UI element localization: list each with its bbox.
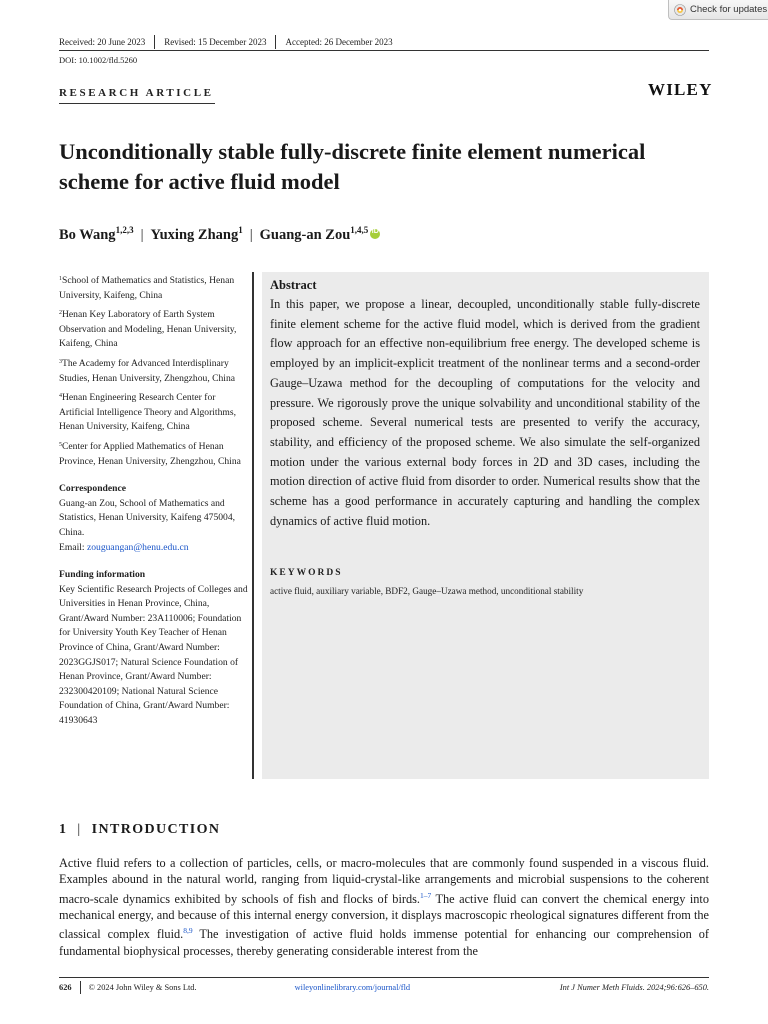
journal-citation: Int J Numer Meth Fluids. 2024;96:626–650. xyxy=(559,983,709,992)
citation-link[interactable]: 8,9 xyxy=(183,926,193,936)
article-dates xyxy=(59,35,393,49)
keywords-heading: KEYWORDS xyxy=(270,568,343,578)
paper-title: Unconditionally stable fully-discrete finite element numerical scheme for active fluid model xyxy=(59,139,646,194)
front-matter-sidebar xyxy=(59,272,249,729)
author-name[interactable]: Guang-an Zou$^{1,4,5}$ xyxy=(259,225,369,243)
article-type: RESEARCH ARTICLE xyxy=(59,87,214,99)
orcid-icon[interactable]: iD xyxy=(370,229,380,239)
received-date: Received: 20 June 2023 xyxy=(59,37,146,47)
author-list xyxy=(59,225,380,244)
check-for-updates-label: Check for updates xyxy=(690,4,768,15)
revised-date: Revised: 15 December 2023 xyxy=(164,37,267,47)
correspondence-text: Guang-an Zou, School of Mathematics and Statistics, Henan University, Kaifeng 475004, China. xyxy=(59,497,236,538)
correspondence-heading: Correspondence xyxy=(59,483,126,495)
publisher-logo: WILEY xyxy=(648,80,713,99)
correspondence-email: Email: zouguangan@henu.edu.cn xyxy=(59,541,189,553)
divider xyxy=(80,981,81,994)
author-separator: | xyxy=(249,226,253,243)
divider xyxy=(275,35,276,49)
article-type-underline xyxy=(59,103,215,104)
column-divider xyxy=(252,272,254,779)
funding-text: Key Scientific Research Projects of Colleges and Universities in Henan Province, China, Grant/Award Number: 23A110006; Foundation for University Youth Key Teacher of Henan Province of China, Grant/Award Number: 2023GGJS017; Natural Science Foundation of Henan Province, Grant/Award Number: 232300420109; National Natural Science Foundation of China, Grant/Award Number: 41930643 xyxy=(59,583,248,727)
divider xyxy=(154,35,155,49)
intro-paragraph: Active fluid refers to a collection of particles, cells, or macro-molecules that are commonly found suspended in a viscous fluid. Examples abound in the natural world, ranging from liquid-crystal-like arrangements and microbial suspensions to the coherent macro-scale dynamics exhibited by schools of fish and flocks of birds.$^{1-7}$ The active fluid can convert the chemical energy into mechanical energy, and because of this internal energy conversion, it displays macroscopic rheological signatures different from the classical complex fluid.$^{8,9}$ The investigation of active fluid holds immense potential for enhancing our comprehension of fundamental biophysical processes, thereby generating considerable interest from the xyxy=(59,856,709,958)
journal-link[interactable]: wileyonlinelibrary.com/journal/fld xyxy=(294,983,411,992)
author-separator: | xyxy=(140,226,144,243)
affiliation: $^3$The Academy for Advanced Interdisplinary Studies, Henan University, Zhengzhou, China xyxy=(59,357,236,384)
section-heading: 1 | INTRODUCTION xyxy=(59,822,221,837)
affiliation: $^4$Henan Engineering Research Center for Artificial Intelligence Theory and Algorithms, Henan University, Kaifeng, China xyxy=(59,392,236,433)
check-for-updates-button[interactable] xyxy=(668,0,768,20)
header-rule xyxy=(59,50,709,51)
affiliation: $^2$Henan Key Laboratory of Earth System Observation and Modeling, Henan University, Kaifeng, China xyxy=(59,309,237,350)
section-number: 1 xyxy=(59,822,68,837)
doi[interactable]: DOI: 10.1002/fld.5260 xyxy=(59,55,138,65)
footer-rule xyxy=(59,977,709,978)
page-footer xyxy=(59,981,709,994)
check-for-updates-icon xyxy=(674,4,686,16)
affiliation: $^5$Center for Applied Mathematics of Henan Province, Henan University, Zhengzhou, China xyxy=(59,440,241,467)
citation-link[interactable]: 1–7 xyxy=(419,890,432,900)
page-number: 626 xyxy=(59,983,72,992)
abstract-heading: Abstract xyxy=(270,278,317,292)
affiliation: $^1$School of Mathematics and Statistics, Henan University, Kaifeng, China xyxy=(59,275,235,301)
abstract-text: In this paper, we propose a linear, decoupled, unconditionally stable fully-discrete finite element scheme for the active fluid model, which is derived from the gradient flow approach for an effective non-equilibrium free energy. The developed scheme is employed by an implicit-explicit treatment of the nonlinear terms and a second-order Gauge–Uzawa method for the decoupling of computations for the velocity and pressure. We rigorously prove the unique solvability and unconditional stability of the proposed scheme. Several numerical tests are presented to verify the accuracy, stability, and efficiency of the proposed scheme. We also simulate the self-organized motion under the various external body forces in 2D and 3D cases, including the motion direction of active fluid from disorder to order. Numerical results show that the scheme has a good performance in accurately capturing and handling the complex dynamics of active fluid motion. xyxy=(270,297,700,528)
copyright: © 2024 John Wiley & Sons Ltd. xyxy=(88,983,197,992)
accepted-date: Accepted: 26 December 2023 xyxy=(285,37,393,47)
author-name[interactable]: Yuxing Zhang$^1$ xyxy=(150,225,243,243)
keywords-list: active fluid, auxiliary variable, BDF2, Gauge–Uzawa method, unconditional stability xyxy=(270,586,584,596)
author-name[interactable]: Bo Wang$^{1,2,3}$ xyxy=(59,225,134,243)
funding-heading: Funding information xyxy=(59,569,146,581)
section-title: INTRODUCTION xyxy=(91,822,221,837)
email-link[interactable]: zouguangan@henu.edu.cn xyxy=(86,541,189,553)
